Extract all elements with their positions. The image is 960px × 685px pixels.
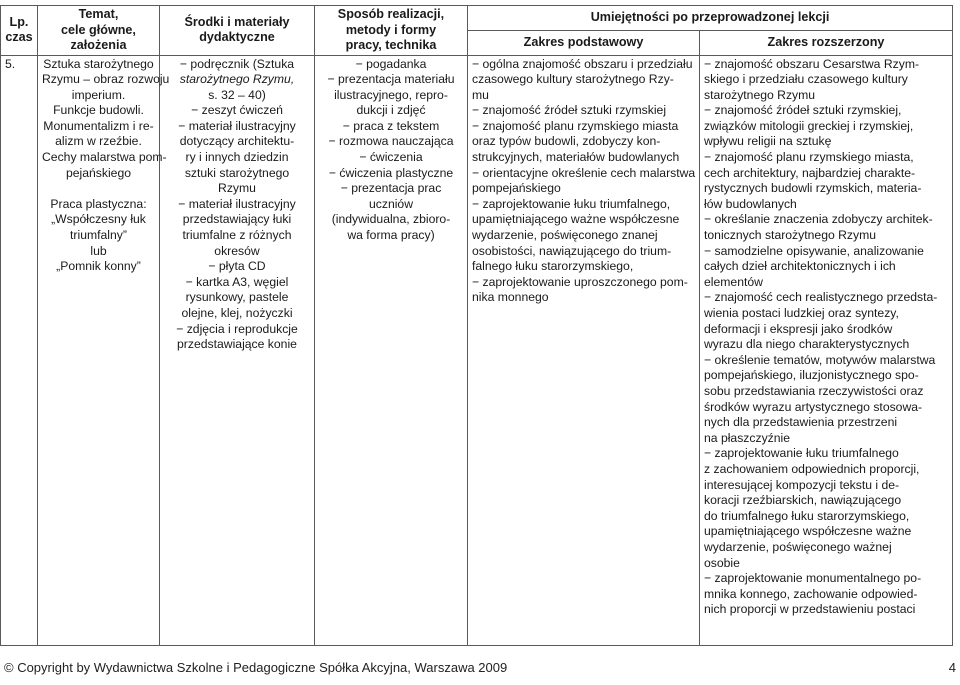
materials-line: dotyczący architektu- [179, 134, 295, 149]
basic-line: − ogólna znajomość obszaru i przedziału [472, 56, 693, 71]
basic-line: pompejańskiego [472, 181, 561, 196]
basic-line: upamiętniającego ważne współczesne [472, 212, 680, 227]
extended-line: pompejańskiego, iluzjonistycznego spo- [704, 368, 919, 383]
basic-line: − znajomość planu rzymskiego miasta [472, 118, 679, 133]
extended-line: łów budowlanych [704, 196, 797, 211]
extended-line: − określanie znaczenia zdobyczy architek- [704, 212, 933, 227]
methods-line: dukcji i zdjęć [356, 103, 426, 118]
extended-line: nych dla przedstawienia przestrzeni [704, 415, 898, 430]
topic-line: pejańskiego [65, 165, 132, 180]
basic-line: czasowego kultury starożytnego Rzy- [472, 72, 674, 87]
materials-line: − podręcznik (Sztuka [179, 56, 295, 71]
topic-line: lub [90, 243, 107, 258]
topic-line: „Współczesny łuk [51, 212, 146, 227]
header-basic: Zakres podstawowy [468, 30, 700, 55]
extended-line: skiego i przedziału czasowego kultury [704, 72, 908, 87]
header-skills: Umiejętności po przeprowadzonej lekcji [468, 6, 953, 31]
extended-line: deformacji i ekspresji jako środków [704, 321, 893, 336]
header-num: Lp. czas [1, 6, 38, 56]
header-topic: Temat, cele główne, założenia [38, 6, 160, 56]
basic-line: oraz typów budowli, zdobyczy kon- [472, 134, 661, 149]
methods-line: − praca z tekstem [342, 118, 440, 133]
topic-line: „Pomnik konny” [56, 259, 141, 274]
methods-line: − ćwiczenia plastyczne [328, 165, 454, 180]
extended-line: interesującej kompozycji tekstu i de- [704, 477, 900, 492]
methods-line: wa forma pracy) [347, 228, 435, 243]
methods-cell [315, 55, 468, 645]
extended-line: − znajomość planu rzymskiego miasta, [704, 150, 914, 165]
materials-line: triumfalne z różnych [182, 228, 292, 243]
lesson-plan-table [0, 5, 953, 646]
topic-line: Monumentalizm i re- [43, 118, 154, 133]
materials-line: − materiał ilustracyjny [178, 118, 296, 133]
basic-line: osobistości, nawiązującego do trium- [472, 243, 672, 258]
topic-line: Praca plastyczna: [50, 196, 147, 211]
methods-line: − pogadanka [355, 56, 427, 71]
extended-line: koracji rzeźbiarskich, nawiązującego [704, 493, 902, 508]
extended-line: związków mitologii greckiej i rzymskiej, [704, 118, 914, 133]
page-number: 4 [948, 660, 956, 675]
topic-line: Cechy malarstwa pom- [42, 150, 167, 165]
materials-line: − płyta CD [208, 259, 266, 274]
materials-line: − kartka A3, węgiel [185, 274, 289, 289]
extended-line: z zachowaniem odpowiednich proporcji, [704, 461, 920, 476]
materials-line: Rzymu [218, 181, 256, 196]
extended-line: rystycznych budowli rzymskich, materia- [704, 181, 922, 196]
topic-line: triumfalny” [70, 228, 127, 243]
extended-line: tonicznych starożytnego Rzymu [704, 228, 877, 243]
topic-line: Funkcje budowli. [53, 103, 144, 118]
basic-line: nika monnego [472, 290, 549, 305]
extended-line: wpływu religii na sztukę [704, 134, 832, 149]
materials-line: − materiał ilustracyjny [178, 196, 296, 211]
extended-line: − znajomość cech realistycznego przedsta- [704, 290, 938, 305]
extended-line: na płaszczyźnie [704, 430, 791, 445]
extended-line: − zaprojektowanie monumentalnego po- [704, 571, 922, 586]
extended-line: − znajomość źródeł sztuki rzymskiej, [704, 103, 902, 118]
materials-cell [160, 55, 315, 645]
materials-line: s. 32 – 40) [208, 87, 266, 102]
basic-line: − orientacyjne określenie cech malarstwa [472, 165, 696, 180]
row-number: 5. [1, 55, 38, 645]
extended-line: wydarzenie, poświęconego ważnej [704, 539, 892, 554]
topic-line [42, 181, 155, 197]
materials-line: − zdjęcia i reprodukcje [176, 321, 298, 336]
extended-line: wyrazu dla niego charakterystycznych [704, 337, 910, 352]
extended-line: − zaprojektowanie łuku triumfalnego [704, 446, 899, 461]
topic-cell [38, 55, 170, 645]
materials-line: przedstawiający łuki [182, 212, 292, 227]
extended-line: wienia postaci ludzkiej oraz syntezy, [704, 306, 899, 320]
basic-line: − zaprojektowanie łuku triumfalnego, [472, 196, 671, 211]
extended-line: do triumfalnego łuku starorzymskiego, [704, 508, 910, 523]
extended-line: − samodzielne opisywanie, analizowanie [704, 243, 924, 258]
basic-line: − znajomość źródeł sztuki rzymskiej [472, 103, 667, 118]
materials-line: okresów [214, 243, 260, 258]
extended-line: mnika konnego, zachowanie odpowied- [704, 586, 918, 601]
header-methods: Sposób realizacji, metody i formy pracy, technika [315, 6, 468, 56]
extended-line: osobie [704, 555, 740, 570]
basic-skills-cell [468, 55, 700, 645]
basic-line: − zaprojektowanie uproszczonego pom- [472, 274, 688, 289]
methods-line: − rozmowa nauczająca [328, 134, 454, 149]
page-footer [4, 660, 956, 680]
extended-line: sobu przedstawiania rzeczywistości oraz [704, 383, 924, 398]
materials-line: rysunkowy, pastele [185, 290, 289, 305]
extended-line: całych dzieł architektonicznych i ich [704, 259, 896, 274]
extended-line: upamiętniającego współczesne ważne [704, 524, 912, 539]
materials-line: ry i innych dziedzin [185, 150, 289, 165]
extended-line: środków wyrazu artystycznego stosowa- [704, 399, 923, 414]
extended-line: elementów [704, 274, 763, 289]
header-extended: Zakres rozszerzony [700, 30, 953, 55]
basic-line: mu [472, 87, 489, 102]
header-materials: Środki i materiały dydaktyczne [160, 6, 315, 56]
topic-line: Rzymu – obraz rozwoju [42, 72, 170, 87]
topic-line: imperium. [71, 87, 126, 102]
topic-line: alizm w rzeźbie. [55, 134, 142, 149]
extended-line: starożytnego Rzymu [704, 87, 816, 102]
materials-line: przedstawiające konie [177, 337, 297, 352]
materials-line: olejne, klej, nożyczki [181, 306, 293, 320]
topic-line: Sztuka starożytnego [43, 56, 154, 71]
methods-line: uczniów [368, 196, 414, 211]
materials-line: starożytnego Rzymu, [179, 72, 295, 87]
methods-line: − ćwiczenia [359, 150, 423, 165]
methods-line: − prezentacja prac [340, 181, 442, 196]
extended-line: cech architektury, najbardziej charakte- [704, 165, 916, 180]
table-row [1, 55, 953, 645]
extended-line: nich proporcji w przedstawieniu postaci [704, 602, 916, 617]
methods-line: ilustracyjnego, repro- [334, 87, 448, 102]
extended-skills-cell [700, 55, 953, 645]
copyright-notice: © Copyright by Wydawnictwa Szkolne i Pedagogiczne Spółka Akcyjna, Warszawa 2009 [4, 660, 508, 675]
extended-line: − określenie tematów, motywów malarstwa [704, 352, 936, 367]
basic-line: strukcyjnych, materiałów budowlanych [472, 150, 680, 165]
methods-line: (indywidualna, zbioro- [331, 212, 451, 227]
methods-line: − prezentacja materiału [327, 72, 455, 87]
basic-line: wydarzenie, poświęconego znanej [472, 228, 658, 243]
materials-line: sztuki starożytnego [184, 165, 290, 180]
basic-line: falnego łuku starorzymskiego, [472, 259, 634, 274]
materials-line: − zeszyt ćwiczeń [191, 103, 283, 118]
extended-line: − znajomość obszaru Cesarstwa Rzym- [704, 56, 920, 71]
